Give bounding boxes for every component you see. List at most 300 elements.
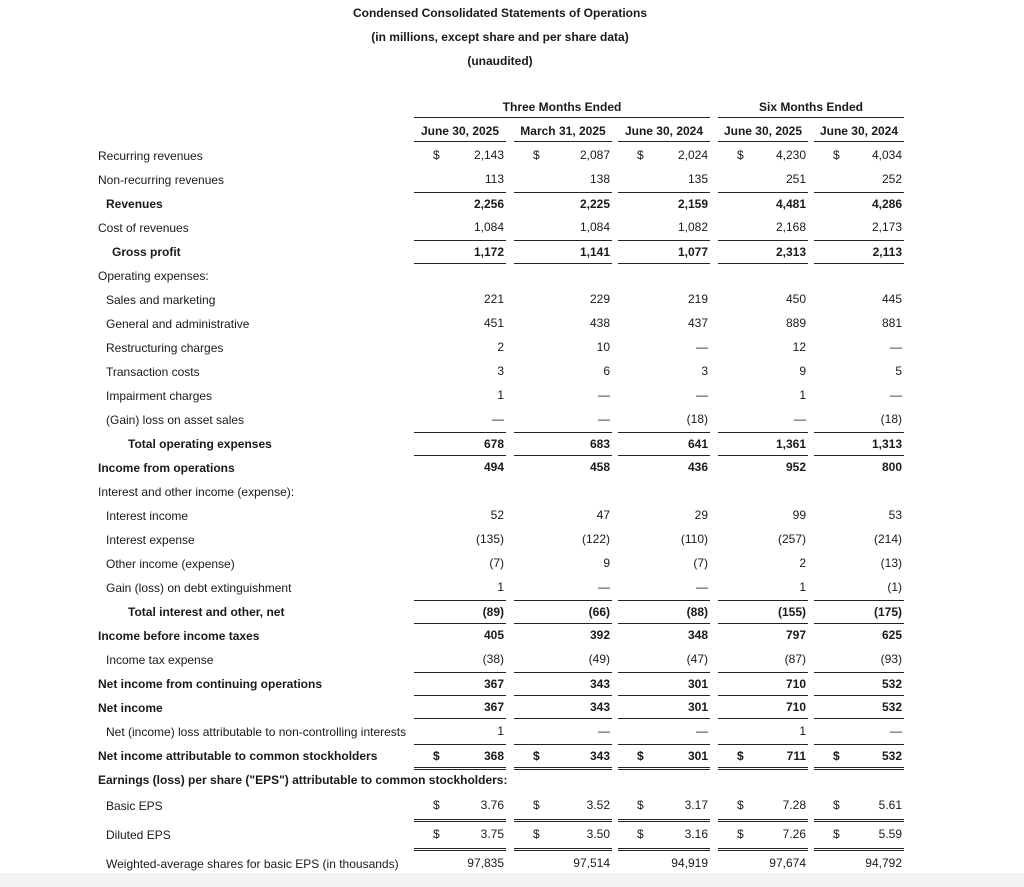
cell-value: (13) xyxy=(880,556,902,570)
value-cell xyxy=(514,216,612,238)
cell-value: 221 xyxy=(483,292,504,306)
value-cell xyxy=(414,240,506,264)
cell-value: 1,172 xyxy=(473,245,504,259)
table-row xyxy=(0,744,1024,768)
value-cell xyxy=(618,360,710,382)
cell-value: — xyxy=(696,580,708,594)
cell-value: (49) xyxy=(588,652,610,666)
cell-value: — xyxy=(696,388,708,402)
value-cell xyxy=(414,216,506,238)
cell-value: 800 xyxy=(881,460,902,474)
row-label: Transaction costs xyxy=(106,365,200,379)
cell-value: (89) xyxy=(482,605,504,619)
currency-symbol: $ xyxy=(533,827,540,841)
value-cell xyxy=(618,552,710,574)
bottom-strip xyxy=(0,873,1024,887)
value-cell xyxy=(718,768,808,790)
currency-symbol: $ xyxy=(737,798,744,812)
value-cell xyxy=(718,264,808,286)
value-cell xyxy=(618,480,710,502)
value-cell xyxy=(414,821,506,851)
value-cell xyxy=(514,792,612,822)
cell-value: 47 xyxy=(596,508,610,522)
cell-value: 2 xyxy=(497,340,504,354)
value-cell xyxy=(718,480,808,502)
table-row xyxy=(0,288,1024,312)
cell-value: 641 xyxy=(687,437,708,451)
value-cell xyxy=(514,821,612,851)
cell-value: — xyxy=(598,412,610,426)
value-cell xyxy=(514,240,612,264)
cell-value: (88) xyxy=(686,605,708,619)
value-cell xyxy=(414,672,506,696)
value-cell xyxy=(718,624,808,646)
row-label: Revenues xyxy=(106,197,163,211)
currency-symbol: $ xyxy=(637,798,644,812)
value-cell xyxy=(718,576,808,598)
cell-value: — xyxy=(890,724,902,738)
value-cell xyxy=(514,360,612,382)
value-cell xyxy=(514,456,612,478)
cell-value: 135 xyxy=(687,172,708,186)
value-cell xyxy=(514,288,612,310)
row-label: Total interest and other, net xyxy=(128,605,285,619)
cell-value: (110) xyxy=(680,532,708,546)
value-cell xyxy=(414,600,506,624)
value-cell xyxy=(514,696,612,719)
cell-value: 451 xyxy=(483,316,504,330)
cell-value: — xyxy=(598,580,610,594)
value-cell xyxy=(618,720,710,742)
cell-value: (135) xyxy=(475,532,504,546)
row-label: Gross profit xyxy=(112,245,181,259)
table-row xyxy=(0,264,1024,288)
value-cell xyxy=(514,480,612,502)
value-cell xyxy=(618,648,710,670)
row-label: Income before income taxes xyxy=(98,629,260,643)
cell-value: 348 xyxy=(687,628,708,642)
value-cell xyxy=(814,192,904,215)
value-cell xyxy=(414,384,506,406)
cell-value: (18) xyxy=(880,412,902,426)
cell-value: 532 xyxy=(881,677,902,691)
cell-value: 9 xyxy=(603,556,610,570)
cell-value: 3 xyxy=(497,364,504,378)
cell-value: 438 xyxy=(589,316,610,330)
cell-value: 1 xyxy=(799,724,806,738)
cell-value: 889 xyxy=(785,316,806,330)
table-row xyxy=(0,192,1024,216)
row-label: Net income xyxy=(98,701,163,715)
value-cell xyxy=(414,576,506,598)
cell-value: 94,792 xyxy=(865,856,902,870)
value-cell xyxy=(414,144,506,166)
value-cell xyxy=(414,264,506,286)
value-cell xyxy=(514,624,612,646)
row-label: Operating expenses: xyxy=(98,269,209,283)
cell-value: 4,230 xyxy=(775,148,806,162)
cell-value: 2,256 xyxy=(473,197,504,211)
cell-value: 53 xyxy=(888,508,902,522)
cell-value: 683 xyxy=(589,437,610,451)
table-row xyxy=(0,624,1024,648)
currency-symbol: $ xyxy=(737,148,744,162)
cell-value: — xyxy=(492,412,504,426)
cell-value: 392 xyxy=(589,628,610,642)
row-label: Other income (expense) xyxy=(106,557,235,571)
row-label: Net (income) loss attributable to non-controlling interests xyxy=(106,725,407,739)
row-label: Gain (loss) on debt extinguishment xyxy=(106,581,292,595)
value-cell xyxy=(514,144,612,166)
value-cell xyxy=(514,744,612,770)
table-row xyxy=(0,720,1024,744)
cell-value: 532 xyxy=(881,749,902,763)
value-cell xyxy=(618,768,710,790)
value-cell xyxy=(414,456,506,478)
currency-symbol: $ xyxy=(637,749,644,763)
cell-value: 405 xyxy=(483,628,504,642)
value-cell xyxy=(718,792,808,822)
cell-value: 1,077 xyxy=(677,245,708,259)
currency-symbol: $ xyxy=(737,749,744,763)
cell-value: 368 xyxy=(483,749,504,763)
value-cell xyxy=(414,744,506,770)
value-cell xyxy=(514,312,612,334)
value-cell xyxy=(718,360,808,382)
value-cell xyxy=(814,216,904,238)
cell-value: 3.16 xyxy=(684,827,708,841)
value-cell xyxy=(814,768,904,790)
currency-symbol: $ xyxy=(533,798,540,812)
value-cell xyxy=(814,480,904,502)
currency-symbol: $ xyxy=(833,148,840,162)
cell-value: 2,113 xyxy=(872,245,902,259)
cell-value: (7) xyxy=(489,556,504,570)
cell-value: 367 xyxy=(483,677,504,691)
row-label: Interest income xyxy=(106,509,189,523)
value-cell xyxy=(618,384,710,406)
cell-value: 710 xyxy=(785,677,806,691)
cell-value: 952 xyxy=(785,460,806,474)
table-row xyxy=(0,432,1024,456)
row-label: Income from operations xyxy=(98,461,235,475)
cell-value: — xyxy=(890,388,902,402)
value-cell xyxy=(814,408,904,430)
value-cell xyxy=(514,168,612,190)
value-cell xyxy=(414,528,506,550)
row-label: Cost of revenues xyxy=(98,221,189,235)
value-cell xyxy=(514,504,612,526)
row-label: Interest and other income (expense): xyxy=(98,485,295,499)
value-cell xyxy=(414,624,506,646)
value-cell xyxy=(814,648,904,670)
value-cell xyxy=(718,672,808,696)
value-cell xyxy=(718,216,808,238)
table-row xyxy=(0,648,1024,672)
cell-value: 1,313 xyxy=(871,437,902,451)
table-row xyxy=(0,480,1024,504)
value-cell xyxy=(414,480,506,502)
value-cell xyxy=(814,552,904,574)
value-cell xyxy=(514,432,612,456)
value-cell xyxy=(514,768,612,790)
value-cell xyxy=(414,288,506,310)
value-cell xyxy=(514,264,612,286)
statement-title: Condensed Consolidated Statements of Operations xyxy=(352,6,648,20)
value-cell xyxy=(414,432,506,456)
cell-value: 94,919 xyxy=(671,856,708,870)
value-cell xyxy=(618,312,710,334)
cell-value: 1,084 xyxy=(579,220,610,234)
value-cell xyxy=(618,168,710,190)
cell-value: 3.75 xyxy=(480,827,504,841)
value-cell xyxy=(814,312,904,334)
cell-value: 1 xyxy=(799,388,806,402)
cell-value: — xyxy=(696,724,708,738)
column-header-2: March 31, 2025 xyxy=(514,124,612,142)
value-cell xyxy=(618,672,710,696)
cell-value: — xyxy=(794,412,806,426)
cell-value: 343 xyxy=(589,749,610,763)
value-cell xyxy=(618,696,710,719)
value-cell xyxy=(618,336,710,358)
table-row xyxy=(0,360,1024,384)
value-cell xyxy=(718,432,808,456)
value-cell xyxy=(618,576,710,598)
table-row xyxy=(0,768,1024,792)
value-cell xyxy=(814,576,904,598)
value-cell xyxy=(814,821,904,851)
value-cell xyxy=(814,384,904,406)
value-cell xyxy=(718,600,808,624)
value-cell xyxy=(514,336,612,358)
cell-value: 251 xyxy=(785,172,806,186)
value-cell xyxy=(814,720,904,742)
value-cell xyxy=(718,696,808,719)
cell-value: (18) xyxy=(686,412,708,426)
cell-value: 99 xyxy=(792,508,806,522)
table-row xyxy=(0,528,1024,552)
cell-value: 97,514 xyxy=(573,856,610,870)
value-cell xyxy=(514,528,612,550)
value-cell xyxy=(514,672,612,696)
value-cell xyxy=(814,624,904,646)
value-cell xyxy=(718,336,808,358)
row-label: Sales and marketing xyxy=(106,293,216,307)
cell-value: 3.17 xyxy=(684,798,708,812)
currency-symbol: $ xyxy=(637,827,644,841)
cell-value: 1 xyxy=(497,388,504,402)
cell-value: 138 xyxy=(589,172,610,186)
cell-value: 436 xyxy=(687,460,708,474)
row-label: Impairment charges xyxy=(106,389,213,403)
value-cell xyxy=(814,336,904,358)
cell-value: (257) xyxy=(777,532,806,546)
row-label: Weighted-average shares for basic EPS (in thousands) xyxy=(106,857,399,871)
value-cell xyxy=(718,504,808,526)
column-header-3: June 30, 2024 xyxy=(618,124,710,142)
value-cell xyxy=(814,744,904,770)
value-cell xyxy=(414,648,506,670)
value-cell xyxy=(814,240,904,264)
cell-value: 7.28 xyxy=(782,798,806,812)
value-cell xyxy=(514,600,612,624)
cell-value: (93) xyxy=(880,652,902,666)
currency-symbol: $ xyxy=(833,827,840,841)
cell-value: 4,286 xyxy=(871,197,902,211)
value-cell xyxy=(718,240,808,264)
value-cell xyxy=(814,600,904,624)
currency-symbol: $ xyxy=(433,827,440,841)
row-label: Interest expense xyxy=(106,533,195,547)
cell-value: 343 xyxy=(589,677,610,691)
cell-value: 3.52 xyxy=(586,798,610,812)
cell-value: 252 xyxy=(881,172,902,186)
cell-value: 97,674 xyxy=(769,856,806,870)
cell-value: 219 xyxy=(687,292,708,306)
cell-value: (1) xyxy=(887,580,902,594)
currency-symbol: $ xyxy=(433,749,440,763)
column-header-4: June 30, 2025 xyxy=(718,124,808,142)
value-cell xyxy=(414,168,506,190)
currency-symbol: $ xyxy=(433,148,440,162)
value-cell xyxy=(414,552,506,574)
cell-value: 1 xyxy=(497,724,504,738)
value-cell xyxy=(718,821,808,851)
cell-value: 1,361 xyxy=(775,437,806,451)
cell-value: (47) xyxy=(686,652,708,666)
row-label: Restructuring charges xyxy=(106,341,224,355)
cell-value: (7) xyxy=(693,556,708,570)
cell-value: — xyxy=(598,388,610,402)
group-header-three-months: Three Months Ended xyxy=(414,100,710,118)
cell-value: 5.61 xyxy=(878,798,902,812)
cell-value: 229 xyxy=(589,292,610,306)
cell-value: (175) xyxy=(873,605,902,619)
value-cell xyxy=(414,504,506,526)
row-label: Recurring revenues xyxy=(98,149,203,163)
cell-value: 1 xyxy=(799,580,806,594)
cell-value: 9 xyxy=(799,364,806,378)
cell-value: 343 xyxy=(589,700,610,714)
value-cell xyxy=(414,792,506,822)
cell-value: 532 xyxy=(881,700,902,714)
currency-symbol: $ xyxy=(637,148,644,162)
cell-value: 797 xyxy=(785,628,806,642)
cell-value: 52 xyxy=(490,508,504,522)
statement-subtitle: (in millions, except share and per share data) xyxy=(371,30,629,44)
value-cell xyxy=(414,336,506,358)
cell-value: 301 xyxy=(687,700,708,714)
cell-value: 1,141 xyxy=(579,245,610,259)
cell-value: 113 xyxy=(484,172,504,186)
value-cell xyxy=(514,192,612,215)
value-cell xyxy=(814,696,904,719)
cell-value: 97,835 xyxy=(467,856,504,870)
value-cell xyxy=(814,144,904,166)
table-row xyxy=(0,600,1024,624)
cell-value: 4,034 xyxy=(871,148,902,162)
cell-value: 7.26 xyxy=(782,827,806,841)
table-row xyxy=(0,792,1024,821)
cell-value: 2,225 xyxy=(579,197,610,211)
cell-value: 458 xyxy=(589,460,610,474)
value-cell xyxy=(718,384,808,406)
cell-value: 678 xyxy=(483,437,504,451)
cell-value: 1,084 xyxy=(473,220,504,234)
cell-value: 29 xyxy=(694,508,708,522)
table-row xyxy=(0,696,1024,720)
currency-symbol: $ xyxy=(833,798,840,812)
value-cell xyxy=(814,168,904,190)
cell-value: 1 xyxy=(497,580,504,594)
cell-value: 2,313 xyxy=(775,245,806,259)
value-cell xyxy=(718,744,808,770)
row-label: Non-recurring revenues xyxy=(98,173,225,187)
table-row xyxy=(0,216,1024,240)
cell-value: (122) xyxy=(581,532,610,546)
value-cell xyxy=(814,360,904,382)
value-cell xyxy=(618,192,710,215)
table-row xyxy=(0,552,1024,576)
cell-value: — xyxy=(890,340,902,354)
cell-value: 2 xyxy=(799,556,806,570)
table-row xyxy=(0,240,1024,264)
column-header-1: June 30, 2025 xyxy=(414,124,506,142)
cell-value: 2,168 xyxy=(775,220,806,234)
value-cell xyxy=(514,408,612,430)
currency-symbol: $ xyxy=(533,148,540,162)
value-cell xyxy=(514,384,612,406)
cell-value: (155) xyxy=(777,605,806,619)
value-cell xyxy=(618,216,710,238)
cell-value: 6 xyxy=(603,364,610,378)
cell-value: 2,087 xyxy=(579,148,610,162)
table-row xyxy=(0,336,1024,360)
value-cell xyxy=(618,144,710,166)
cell-value: 3 xyxy=(701,364,708,378)
value-cell xyxy=(618,408,710,430)
cell-value: — xyxy=(696,340,708,354)
value-cell xyxy=(618,744,710,770)
value-cell xyxy=(814,672,904,696)
value-cell xyxy=(618,504,710,526)
cell-value: 10 xyxy=(596,340,610,354)
row-label: Basic EPS xyxy=(106,799,163,813)
value-cell xyxy=(514,576,612,598)
cell-value: 1,082 xyxy=(677,220,708,234)
table-row xyxy=(0,384,1024,408)
value-cell xyxy=(814,432,904,456)
value-cell xyxy=(514,648,612,670)
table-row xyxy=(0,821,1024,850)
cell-value: 494 xyxy=(483,460,504,474)
value-cell xyxy=(618,240,710,264)
cell-value: 5 xyxy=(895,364,902,378)
value-cell xyxy=(618,624,710,646)
table-row xyxy=(0,504,1024,528)
cell-value: 5.59 xyxy=(878,827,902,841)
cell-value: 710 xyxy=(785,700,806,714)
currency-symbol: $ xyxy=(433,798,440,812)
value-cell xyxy=(618,456,710,478)
cell-value: 2,173 xyxy=(871,220,902,234)
row-label: Net income from continuing operations xyxy=(98,677,323,691)
cell-value: 881 xyxy=(881,316,902,330)
table-row xyxy=(0,168,1024,192)
value-cell xyxy=(814,288,904,310)
value-cell xyxy=(618,600,710,624)
